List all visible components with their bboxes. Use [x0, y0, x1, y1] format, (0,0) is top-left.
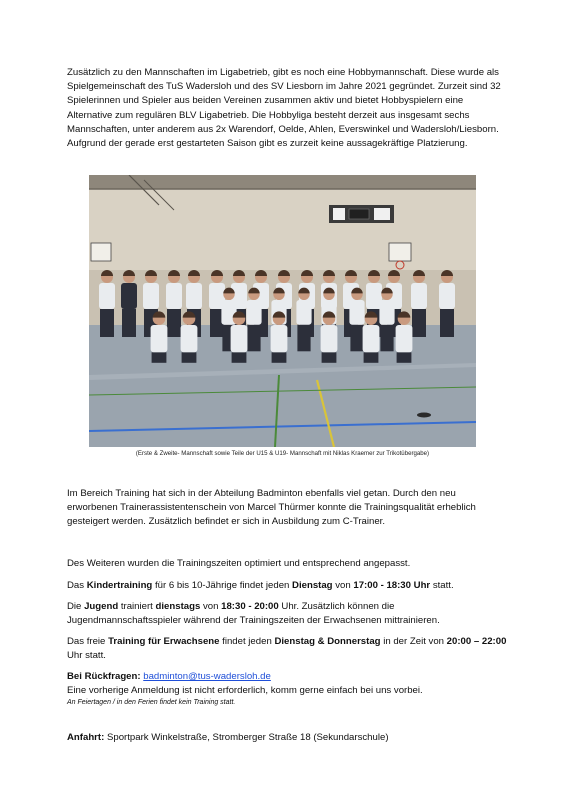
contact-email-link[interactable]: badminton@tus-wadersloh.de [143, 671, 271, 682]
schedule-intro: Des Weiteren wurden die Trainingszeiten optimiert und entsprechend angepasst. [67, 558, 411, 569]
contact-label: Bei Rückfragen: [67, 671, 141, 682]
jugend-training-line [67, 600, 507, 628]
photo-hoop-left [91, 243, 111, 261]
anfahrt-address: Sportpark Winkelstraße, Stromberger Straße 18 (Sekundarschule) [104, 732, 389, 743]
photo-person [151, 311, 168, 362]
contact-line [67, 670, 507, 684]
text-run: statt. [430, 580, 454, 591]
text-run: Uhr statt. [67, 650, 106, 662]
anmeldung-note: Eine vorherige Anmeldung ist nicht erforderlich, komm gerne einfach bei uns vorbei. [67, 685, 423, 696]
photo-person [321, 311, 338, 362]
training-paragraph: Im Bereich Training hat sich in der Abteilung Badminton ebenfalls viel getan. Durch den neu erworbenen Trainerassistentenschein von Marcel Thürmer konnte die Trainingsqualität erheblich gesteigert werden. Zusätzlich befindet er sich in Ausbildung zum C-Trainer. [67, 488, 476, 528]
photo-person [363, 311, 380, 362]
text-run: Die [67, 601, 85, 612]
team-photo-illustration [89, 175, 476, 447]
kindertraining-line [67, 579, 507, 593]
photo-person [271, 311, 288, 362]
bold-run: Dienstag [292, 580, 333, 591]
photo-hoop-right [389, 243, 411, 261]
bold-run: 17:00 - 18:30 Uhr [353, 580, 431, 591]
photo-person [181, 311, 198, 362]
photo-person [396, 311, 413, 362]
bold-run: Jugend [84, 601, 119, 612]
text-run: für 6 bis 10-Jährige findet jeden [152, 580, 293, 591]
photo-ceiling [89, 175, 476, 189]
feiertag-note: An Feiertagen / in den Ferien findet kein Training statt. [67, 699, 236, 706]
text-run: von [200, 601, 222, 612]
text-run: trainiert [118, 601, 156, 612]
bold-run: dienstags [155, 601, 201, 612]
bold-run: Training für Erwachsene [108, 636, 220, 647]
bold-run: 20:00 – 22:00 [446, 636, 507, 647]
photo-person [231, 311, 248, 362]
bold-run: Kindertraining [86, 580, 153, 591]
text-run: in der Zeit von [380, 636, 447, 647]
bold-run: 18:30 - 20:00 [221, 601, 279, 612]
intro-paragraph: Zusätzlich zu den Mannschaften im Ligabetrieb, gibt es noch eine Hobbymannschaft. Diese wurde als Spielgemeinschaft des TuS Wadersloh und des SV Liesborn im Jahre 2021 gegründet. Zurzeit sind 32 Spielerinnen und Spieler aus beiden Vereinen zusammen aktiv und bietet Hobbyspielern eine Alternative zum regulären BLV Ligabetrieb. Die Hobbyliga besteht derzeit aus insgesamt sechs Mannschaften, unter anderem aus 2x Warendorf, Oelde, Ahlen, Everswinkel und Wadersloh/Liesborn. Aufgrund der gerade erst gestarteten Saison gibt es zurzeit keine aussagekräftige Platzierung. [67, 67, 501, 150]
text-run: Das [67, 580, 87, 591]
text-run: Uhr. Zusätzlich können die Jugendmannschaftsspieler während der Trainingszeiten der Erwachsenen mittrainieren. [67, 601, 440, 627]
text-run: von [332, 580, 354, 591]
photo-caption: (Erste & Zweite- Mannschaft sowie Teile der U15 & U19- Mannschaft mit Niklas Kraemer zur Trikotübergabe) [135, 450, 430, 457]
bold-run: Dienstag & Donnerstag [274, 636, 381, 647]
erwachsene-training-line [67, 635, 507, 663]
team-photo [89, 175, 476, 447]
anfahrt-label: Anfahrt: [67, 732, 105, 743]
text-run: Das freie [67, 636, 109, 647]
anfahrt-line [67, 731, 507, 745]
text-run: findet jeden [219, 636, 275, 647]
